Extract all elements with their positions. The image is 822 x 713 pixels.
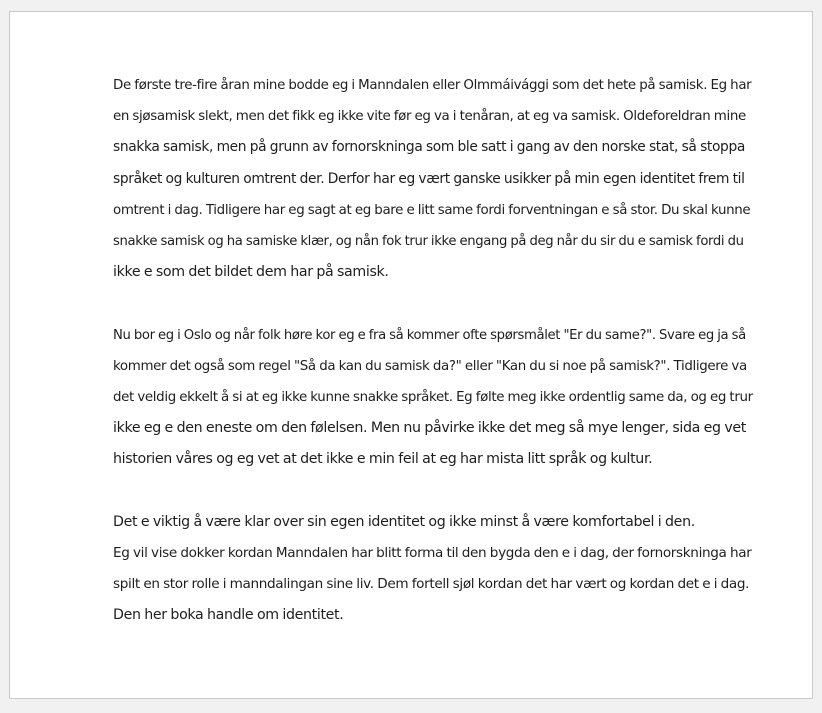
- text-line: det veldig ekkelt å si at eg ikke kunne snakke språket. Eg følte meg ikke ordentlig same da, og eg trur: [113, 390, 753, 406]
- paragraph-2: [113, 320, 753, 476]
- text-line: De første tre-fire åran mine bodde eg i Manndalen eller Olmmáivággi som det hete på samisk. Eg har: [113, 78, 752, 93]
- text-line: kommer det også som regel "Så da kan du samisk da?" eller "Kan du si noe på samisk?". Tidligere va: [113, 358, 747, 374]
- text-line: Den her boka handle om identitet.: [113, 607, 344, 624]
- text-line: snakka samisk, men på grunn av fornorskninga som ble satt i gang av den norske stat, så stoppa: [113, 139, 745, 156]
- text-line: historien våres og eg vet at det ikke e min feil at eg har mista litt språk og kultur.: [113, 451, 653, 468]
- text-line: Nu bor eg i Oslo og når folk høre kor eg e fra så kommer ofte spørsmålet "Er du same?". Svare eg ja så: [113, 327, 746, 343]
- text-line: en sjøsamisk slekt, men det fikk eg ikke vite før eg va i tenåran, at eg va samisk. Oldeforeldran mine: [113, 109, 746, 125]
- paragraph-1: [113, 70, 753, 288]
- text-line: omtrent i dag. Tidligere har eg sagt at eg bare e litt same fordi forventningan e så stor. Du skal kunne: [113, 202, 751, 218]
- document-body: [113, 70, 753, 632]
- text-line: snakke samisk og ha samiske klær, og nån fok trur ikke engang på deg når du sir du e samisk fordi du: [113, 234, 744, 250]
- document-page: [9, 11, 813, 699]
- text-line: språket og kulturen omtrent der. Derfor har eg vært ganske usikker på min egen identitet frem til: [113, 170, 745, 187]
- text-line: spilt en stor rolle i manndalingan sine liv. Dem fortell sjøl kordan det har vært og kordan det e i dag.: [113, 576, 750, 593]
- text-line: Det e viktig å være klar over sin egen identitet og ikke minst å være komfortabel i den.: [113, 513, 695, 530]
- text-line: ikke eg e den eneste om den følelsen. Men nu påvirke ikke det meg så mye lenger, sida eg vet: [113, 420, 746, 437]
- text-line: ikke e som det bildet dem har på samisk.: [113, 264, 389, 281]
- paragraph-3: [113, 507, 753, 632]
- paragraph-spacer: [113, 288, 753, 319]
- paragraph-spacer: [113, 476, 753, 507]
- text-line: Eg vil vise dokker kordan Manndalen har blitt forma til den bygda den e i dag, der fornorskninga har: [113, 545, 752, 562]
